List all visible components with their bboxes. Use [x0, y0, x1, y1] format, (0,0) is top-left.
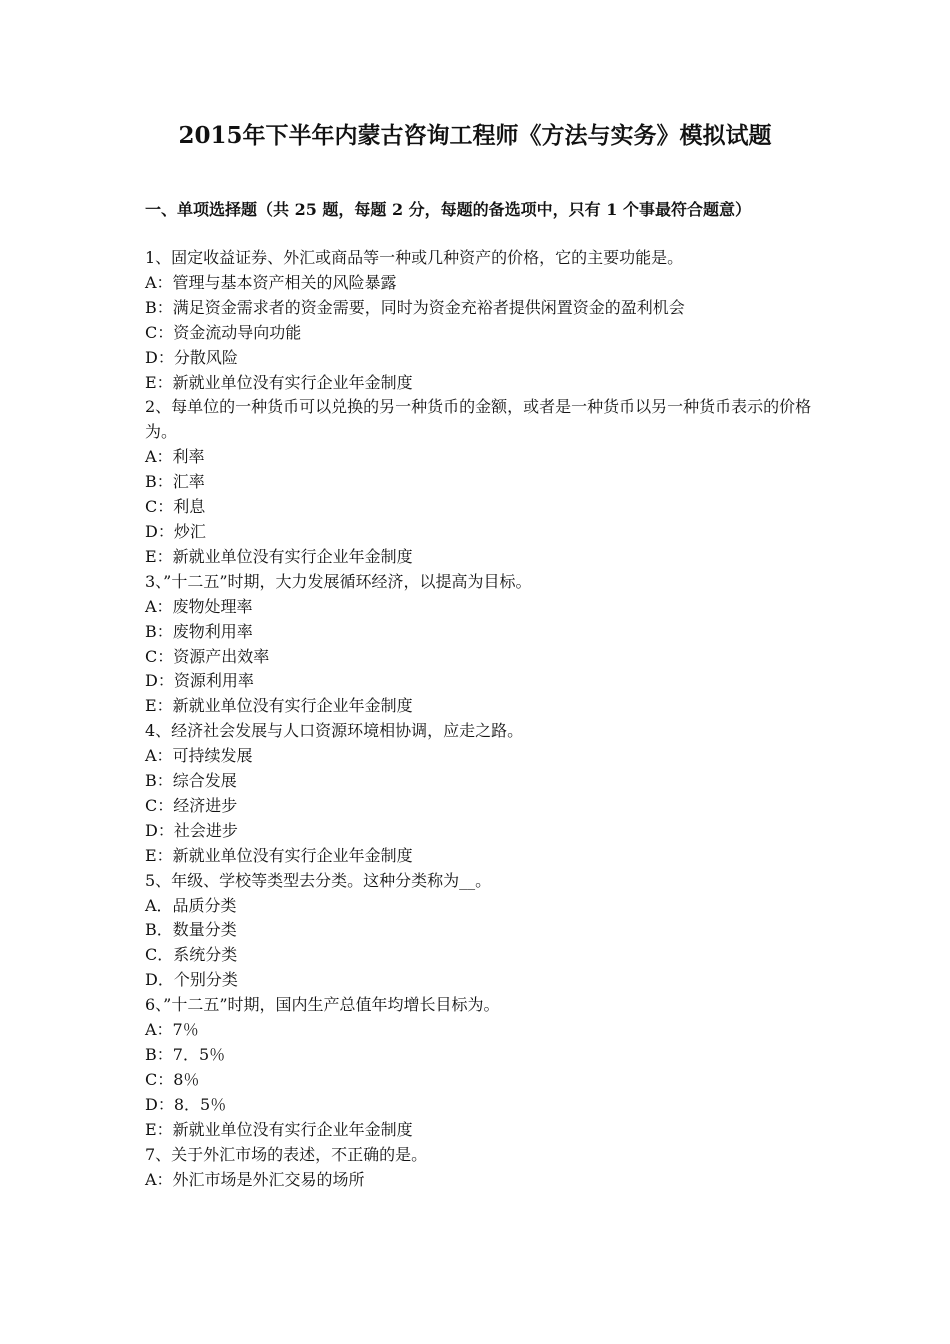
question-stem: 4、经济社会发展与人口资源环境相协调，应走之路。 — [145, 721, 524, 741]
option-b: B：汇率 — [145, 472, 205, 492]
question-5 — [145, 869, 813, 994]
option-d: D：8．5％ — [145, 1094, 227, 1114]
option-a: A：管理与基本资产相关的风险暴露 — [145, 272, 397, 292]
question-stem: 2、每单位的一种货币可以兑换的另一种货币的金额，或者是一种货币以另一种货币表示的价格为。 — [145, 397, 812, 442]
option-b: B：7．5％ — [145, 1045, 226, 1064]
page-title: 2015年下半年内蒙古咨询工程师《方法与实务》模拟试题 — [178, 122, 772, 149]
question-list — [145, 246, 813, 1192]
question-stem: 3、”十二五”时期，大力发展循环经济，以提高为目标。 — [145, 571, 532, 591]
question-stem: 5、年级、学校等类型去分类。这种分类称为__。 — [145, 870, 492, 890]
option-d: D：炒汇 — [145, 521, 206, 541]
question-7 — [145, 1143, 813, 1193]
option-d: D：分散风险 — [145, 347, 238, 367]
option-a: A．品质分类 — [145, 895, 237, 915]
option-e: E：新就业单位没有实行企业年金制度 — [145, 696, 413, 716]
option-b: B：综合发展 — [145, 771, 237, 791]
option-d: D：资源利用率 — [145, 671, 254, 691]
option-c: C．系统分类 — [145, 945, 238, 965]
question-3 — [145, 570, 813, 719]
option-a: A：外汇市场是外汇交易的场所 — [145, 1169, 365, 1189]
option-b: B：废物利用率 — [145, 621, 253, 641]
option-d: D．个别分类 — [145, 970, 238, 990]
option-c: C：资源产出效率 — [145, 646, 270, 666]
option-c: C：经济进步 — [145, 795, 238, 815]
option-a: A：可持续发展 — [145, 746, 253, 766]
option-e: E：新就业单位没有实行企业年金制度 — [145, 546, 413, 566]
option-b: B：满足资金需求者的资金需要，同时为资金充裕者提供闲置资金的盈利机会 — [145, 297, 685, 317]
option-c: C：资金流动导向功能 — [145, 322, 302, 342]
option-c: C：8％ — [145, 1069, 200, 1089]
option-d: D：社会进步 — [145, 820, 238, 840]
section-heading: 一、单项选择题（共 25 题，每题 2 分，每题的备选项中，只有 1 个事最符合题意） — [145, 200, 751, 219]
option-a: A：利率 — [145, 447, 205, 467]
option-e: E：新就业单位没有实行企业年金制度 — [145, 372, 413, 392]
option-a: A：废物处理率 — [145, 596, 253, 616]
question-2 — [145, 395, 813, 569]
question-1 — [145, 246, 813, 395]
question-stem: 7、关于外汇市场的表述，不正确的是。 — [145, 1144, 428, 1164]
question-stem: 6、”十二五”时期，国内生产总值年均增长目标为。 — [145, 995, 500, 1015]
question-4 — [145, 719, 813, 868]
option-b: B．数量分类 — [145, 920, 237, 940]
option-a: A：7％ — [145, 1020, 199, 1040]
question-stem: 1、固定收益证券、外汇或商品等一种或几种资产的价格，它的主要功能是。 — [145, 248, 684, 267]
option-e: E：新就业单位没有实行企业年金制度 — [145, 845, 413, 865]
question-6 — [145, 993, 813, 1142]
option-e: E：新就业单位没有实行企业年金制度 — [145, 1119, 413, 1139]
option-c: C：利息 — [145, 497, 206, 517]
